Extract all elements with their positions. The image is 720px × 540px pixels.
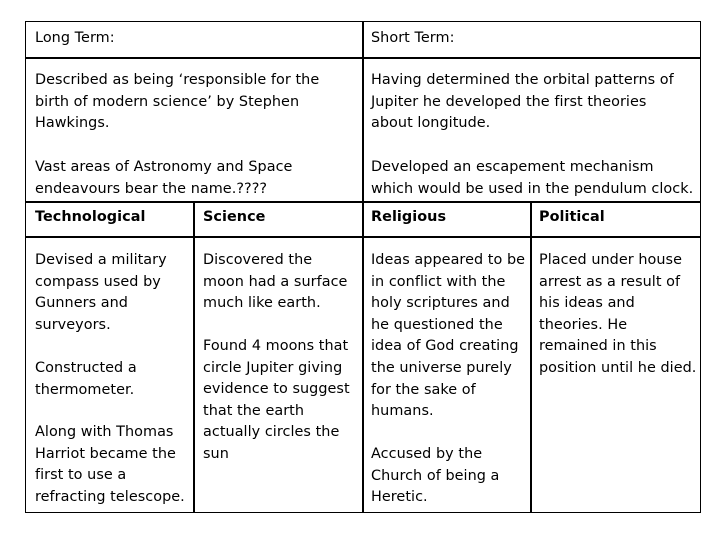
short-term-text-2: Developed an escapement mechanism which would be used in the pendulum clock.	[371, 159, 694, 197]
short-term-text-1: Having determined the orbital patterns of Jupiter he developed the first theories about longitude.	[371, 72, 674, 132]
short-term-header: Short Term:	[371, 30, 455, 46]
column-divider-middle	[362, 21, 364, 513]
science-header: Science	[203, 209, 266, 225]
long-term-text-2: Vast areas of Astronomy and Space endeavours bear the name.????	[35, 159, 293, 197]
religious-text-2: Accused by the Church of being a Heretic.	[371, 446, 500, 506]
political-header: Political	[539, 209, 605, 225]
column-divider-right-inner	[530, 201, 532, 513]
long-term-header: Long Term:	[35, 30, 115, 46]
religious-text-1: Ideas appeared to be in conflict with the holy scriptures and he questioned the idea of God creating the universe purely for the sake of humans.	[371, 252, 526, 420]
technological-header: Technological	[35, 209, 146, 225]
long-term-text-1: Described as being ‘responsible for the birth of modern science’ by Stephen Hawkings.	[35, 72, 320, 132]
column-divider-left-inner	[193, 201, 195, 513]
technological-text-1: Devised a military compass used by Gunners and surveyors.	[35, 252, 167, 333]
technological-text-2: Constructed a thermometer.	[35, 360, 137, 398]
political-text-1: Placed under house arrest as a result of his ideas and theories. He remained in this position until he died.	[539, 252, 697, 376]
technological-text-3: Along with Thomas Harriot became the first to use a refracting telescope.	[35, 424, 185, 505]
religious-header: Religious	[371, 209, 447, 225]
science-text-2: Found 4 moons that circle Jupiter giving evidence to suggest that the earth actually circles the sun	[203, 338, 350, 462]
science-text-1: Discovered the moon had a surface much like earth.	[203, 252, 348, 312]
